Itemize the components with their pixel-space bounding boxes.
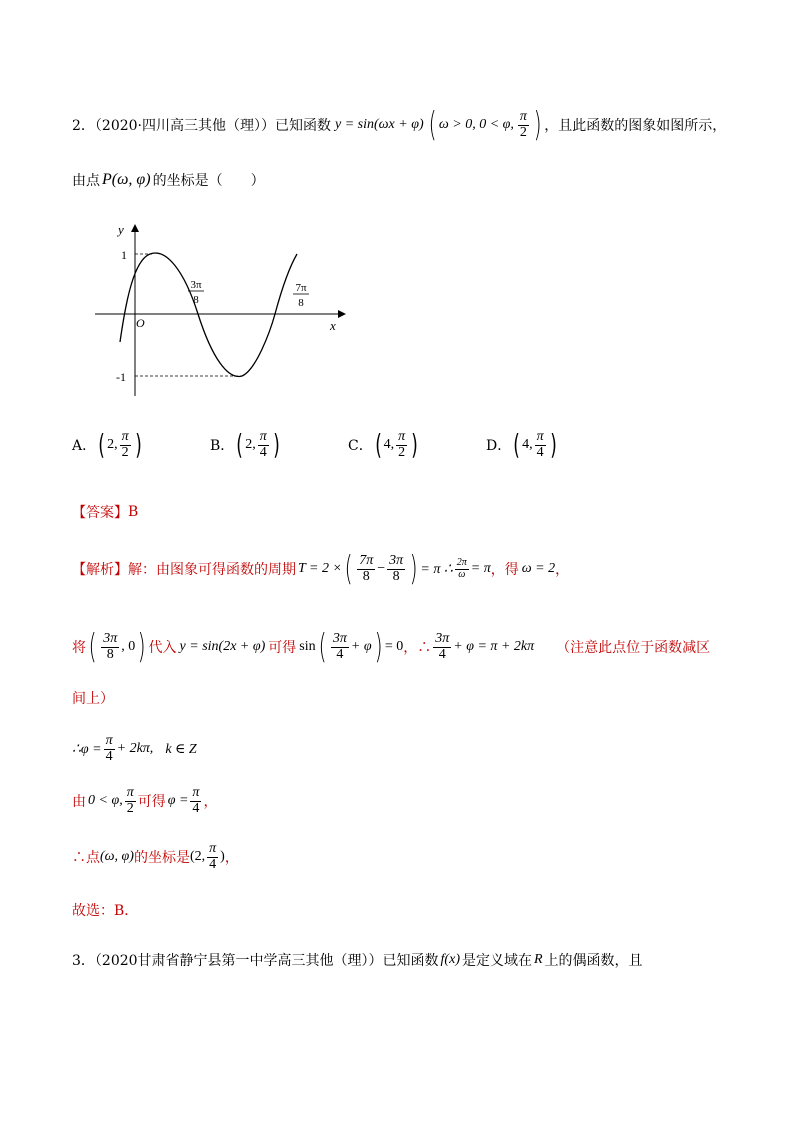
origin-label: O [136,316,145,330]
q2-cond: ω > 0, 0 < φ, [438,117,514,132]
mark2-den: 8 [298,297,304,309]
q2-line2-prefix: 由点 [72,173,100,189]
analysis-line-6: ∴点 (ω, φ) 的坐标是 (2, $\frac{\pi}{4}$ ) ， [72,841,239,872]
q3-line-1: 3．（2020甘肃省静宁县第一中学高三其他（理））已知函数 f(x) 是定义域在 R 上的偶函数，且 [72,952,643,969]
answer-value: B [128,504,139,520]
paren-left: ( [428,105,437,145]
q2-prefix: 2．（2020·四川高三其他（理））已知函数 [72,118,331,134]
analysis-line-4: ∴φ = $\frac{\pi}{4}$ + 2kπ, k ∈ Z [72,733,197,764]
q2-line2-suffix: 的坐标是（ ） [152,173,265,189]
q2-suffix: ，且此函数的图象如图所示， [544,118,727,134]
mark1-num: 3π [190,279,202,291]
option-d[interactable]: D． ( 4 , $\frac{\pi}{4}$ ) [486,428,557,462]
analysis-line-3: 间上） [72,691,114,707]
y-tick-bottom: -1 [116,370,126,384]
paren-right: ) [533,105,542,145]
analysis-line-1: 【解析】 解：由图象可得函数的周期 T = 2 × ( $\frac{7\pi}{8}$ − $\frac{3\pi}{8}$ ) = π ∴ $\frac{2\pi}{\omega}$ = π ，得 ω = 2 ， [72,549,570,589]
sine-graph [90,220,350,400]
mark1-den: 8 [193,294,199,306]
x-label: x [330,318,336,333]
x-axis-arrow [338,310,346,318]
option-c[interactable]: C． ( 4 , $\frac{\pi}{2}$ ) [348,428,418,462]
y-axis-arrow [131,224,139,232]
q2-cond-frac: $\frac{\pi}{2}$ [519,108,527,140]
answer-line [72,502,138,522]
analysis-line-5: 由 0 < φ, $\frac{\pi}{2}$ 可得 φ = $\frac{\pi}{4}$ ， [72,785,218,816]
y-tick-top: 1 [121,248,127,262]
q2-line-2 [72,170,265,190]
mark2-num: 7π [295,282,307,294]
option-a[interactable]: A． ( 2 , $\frac{\pi}{2}$ ) [72,428,142,462]
q2-point: P(ω, φ) [102,171,151,188]
q2-func: y = sin(ωx + φ) [335,117,424,132]
answer-label: 【答案】 [72,505,128,521]
analysis-line-7: 故选：B． [72,903,139,919]
analysis-line-2: 将 ( $\frac{3\pi}{8}$ , 0 ) 代入 y = sin(2x + φ) 可得 sin ( $\frac{3\pi}{4}$ + φ ) = 0 ，∴ $\frac{3\pi}{4}$ + φ = π + 2kπ （注意此点位于函数减区 [72,627,711,667]
q2-line-1 [72,105,727,145]
y-label: y [118,222,124,237]
analysis-label: 【解析】 [72,562,128,578]
option-b[interactable]: B． ( 2 , $\frac{\pi}{4}$ ) [210,428,280,462]
sine-curve [120,253,297,376]
